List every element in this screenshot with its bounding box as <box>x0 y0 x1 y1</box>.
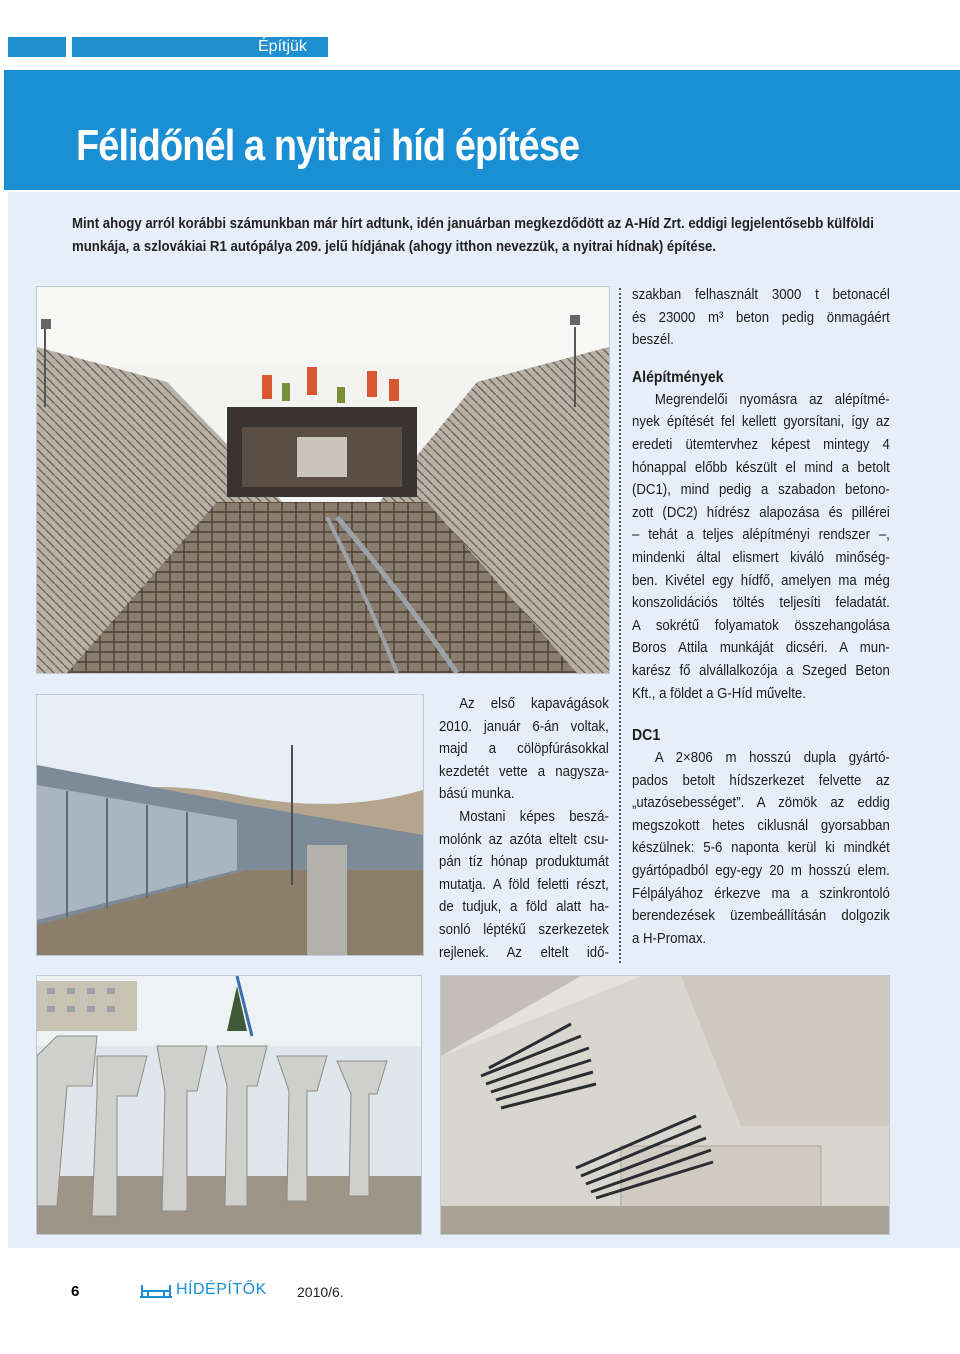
text-line: sonló léptékű szerkezetek <box>439 920 609 938</box>
text-line: Mostani képes beszá- <box>459 807 609 825</box>
text-line: Kft., a földet a G-Híd művelte. <box>632 684 806 702</box>
text-line: zott (DC2) hídrész alapozása és pillérei <box>632 503 890 521</box>
bridge-logo-icon <box>138 1281 174 1301</box>
text-line: mutatja. A föld feletti részt, <box>439 875 609 893</box>
text-line: – tehát a teljes alépítményi rendszer –, <box>632 526 890 544</box>
right-column <box>632 284 890 950</box>
column-divider <box>619 288 621 963</box>
header-accent-bar <box>8 37 66 57</box>
photo-rebar-deck <box>36 286 610 674</box>
text-line: konszolidációs töltés teljesíti feladatát. <box>632 594 890 612</box>
text-line: Félpályához érkezve ma a szinkrontoló <box>632 884 890 902</box>
text-line: nyek építését fel kellett gyorsítani, így az <box>632 413 890 431</box>
text-line: készülnek: 5-6 naponta kerül ki mindkét <box>632 839 890 857</box>
text-line: Boros Attila munkáját dicséri. A mun- <box>632 639 890 657</box>
photo-concrete-piers <box>36 975 422 1235</box>
photo-steel-girder <box>36 694 424 956</box>
text-line: „utazósebességet”. A zömök az eddig <box>632 794 890 812</box>
text-line: a H-Promax. <box>632 929 707 947</box>
footer-brand: HÍDÉPÍTŐK <box>176 1281 267 1298</box>
text-line: rejlenek. Az eltelt idő- <box>439 943 609 961</box>
text-line: A sokrétű folyamatok összehangolása <box>632 616 890 634</box>
text-line: szakban felhasznált 3000 t betonacél <box>632 286 890 303</box>
text-line: molónk az azóta eltelt csu- <box>439 830 609 848</box>
text-line: ben. Kivétel egy hídfő, amelyen ma még <box>632 571 890 589</box>
lead-line: munkája, a szlovákiai R1 autópálya 209. jelű hídjának (ahogy itthon nevezzük, a nyitrai hídnak) építése. <box>72 238 717 255</box>
text-line: megszokott hetes ciklusnál gyorsabban <box>632 816 890 834</box>
text-line: hónappal előbb készült el mind a betolt <box>632 458 890 476</box>
title-band <box>4 70 960 190</box>
text-line: majd a cölöpfúrásokkal <box>439 740 609 758</box>
text-line: mindenki által elismert kiváló minőség- <box>632 548 890 566</box>
footer-issue: 2010/6. <box>297 1284 344 1300</box>
section-heading-dc1: DC1 <box>632 727 661 745</box>
text-line: beszél. <box>632 331 674 349</box>
text-line: A 2×806 m hosszú dupla gyártó- <box>654 749 890 767</box>
page-number: 6 <box>71 1283 80 1300</box>
text-line: bású munka. <box>439 785 515 803</box>
text-line: Megrendelői nyomásra az alépítmé- <box>654 390 890 408</box>
middle-column <box>439 693 609 964</box>
lead-line: Mint ahogy arról korábbi számunkban már hírt adtunk, idén januárban megkezdődött az A-Híd Zrt. eddigi legjelentősebb külföldi <box>72 215 874 232</box>
lead-paragraph <box>72 212 892 258</box>
section-tag: Építjük <box>72 37 328 57</box>
text-line: Az első kapavágások <box>459 695 609 712</box>
text-line: (DC1), mind pedig a szabadon betono- <box>632 481 890 499</box>
text-line: de tudjuk, a föld alatt ha- <box>439 898 609 916</box>
text-line: pados betolt hídszerkezet felvette az <box>632 771 890 789</box>
text-line: és 23000 m³ beton pedig önmagáért <box>632 308 890 326</box>
text-line: 2010. január 6-án voltak, <box>439 717 609 735</box>
page-title: Félidőnél a nyitrai híd építése <box>76 121 580 170</box>
text-line: karész fő alvállalkozója a Szeged Beton <box>632 661 890 679</box>
text-line: kezdetét vette a nagysza- <box>439 762 609 780</box>
text-line: pán tíz hónap produktumát <box>439 853 609 871</box>
section-heading-alepitmenyek: Alépítmények <box>632 368 724 386</box>
photo-anchor-detail <box>440 975 890 1235</box>
text-line: berendezések üzembeállításán dolgozik <box>632 907 890 925</box>
footer-area <box>8 1248 960 1354</box>
text-line: eredeti ütemtervhez képest mintegy 4 <box>632 435 890 453</box>
text-line: gyártópadból egy-egy 20 m hosszú elem. <box>632 862 890 880</box>
